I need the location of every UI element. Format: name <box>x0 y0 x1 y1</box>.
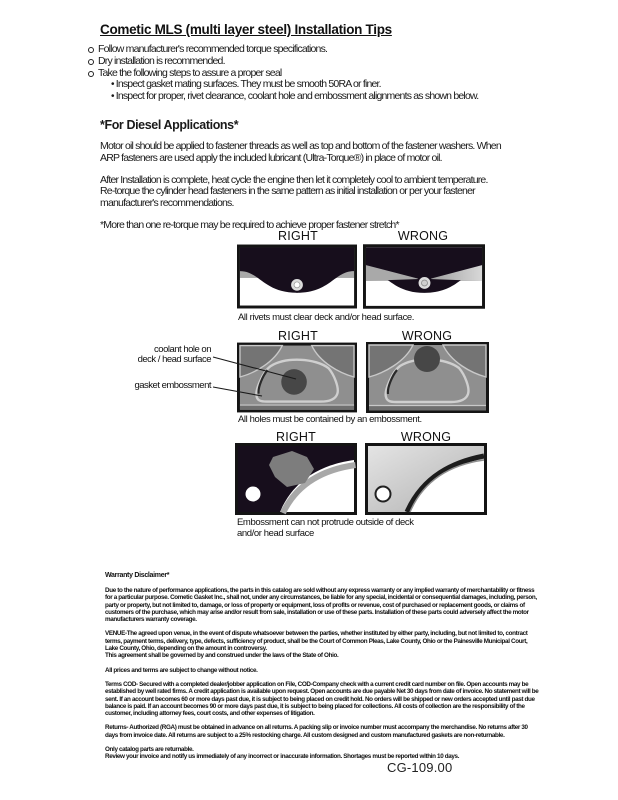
diagram-caption: All rivets must clear deck and/or head surface. <box>238 312 415 323</box>
disclaimer-heading: Warranty Disclaimer* <box>105 572 170 579</box>
list-item-text: Follow manufacturer's recommended torque specifications. <box>98 43 328 55</box>
coolant-hole-label: coolant hole on deck / head surface <box>137 344 211 365</box>
list-item-text: Inspect for proper, rivet clearance, coolant hole and embossment alignments as shown below. <box>115 90 479 103</box>
disclaimer-paragraph: All prices and terms are subject to change without notice. <box>105 666 258 674</box>
disclaimer-paragraph: Returns- Authorized (RGA) must be obtained in advance on all returns. A packing slip or invoice number must accompany the merchandise. No returns after 30 days from invoice date. All returns are subject to a 25% restocking charge. All custom designed and custom manufactured gaskets are non-returnable. <box>105 724 528 739</box>
list-item-text: Inspect gasket mating surfaces. They must be smooth 50RA or finer. <box>115 78 381 91</box>
diagram-caption: All holes must be contained by an embossment. <box>238 414 422 425</box>
wrong-label: WRONG <box>400 430 452 444</box>
diagram-caption: Embossment can not protrude outside of deck and/or head surface <box>237 517 414 539</box>
diagram-rivet-right-panel <box>237 244 357 309</box>
gasket-embossment-label: gasket embossment <box>134 380 211 391</box>
filled-bullet-icon: • <box>111 79 114 91</box>
embossment-wrong-illustration <box>366 342 489 413</box>
page-code: CG-109.00 <box>387 760 453 775</box>
coolant-hole-icon <box>414 346 440 372</box>
list-item <box>88 56 578 68</box>
right-label: RIGHT <box>276 430 316 444</box>
filled-bullet-icon: • <box>111 91 114 103</box>
disclaimer-paragraph: Due to the nature of performance applications, the parts in this catalog are sold without any express warranty or any implied warranty of merchantability or fitness for a particular purpose. Cometic Gasket Inc., shall not, under any circumstances, be liable for any special, incidental or consequential damages, including, person, party or property, but not limited to, damage, or loss of property or equipment, loss of profits or revenue, cost of purchased or replacement goods, or claims of customers of the purchase, which may arise and/or result from sale, installation or use of these parts. Installation of these parts could adversely affect the motor manufacturers warranty coverage. <box>105 587 537 624</box>
list-item <box>111 91 578 103</box>
protrude-right-illustration <box>235 443 357 515</box>
open-circle-bullet-icon <box>88 71 94 77</box>
disclaimer-paragraph: Terms COD- Secured with a completed dealer/jobber application on File, COD-Company check with a current credit card number on file. Open accounts may be established by well rated firms. A credit application is available upon request. Open accounts are due payable Net 30 days from date of invoice. No statement will be sent. If an account becomes 60 or more days past due, it is subject to being placed on credit hold. No orders will be shipped or new orders accepted until past due balance is paid. If an account becomes 90 or more days past due, it is subject to being placed for collections. All costs of collection are the responsibility of the customer, including attorney fees, court costs, and other expenses of litigation. <box>105 680 539 718</box>
open-circle-bullet-icon <box>88 47 94 53</box>
diagram-embossment-right-panel <box>237 342 357 413</box>
disclaimer-paragraph: Only catalog parts are returnable. Review your invoice and notify us immediately of any incorrect or inaccurate information. Shortages must be reported within 10 days. <box>105 746 460 761</box>
right-label: RIGHT <box>278 229 318 243</box>
wrong-label: WRONG <box>397 229 449 243</box>
open-circle-bullet-icon <box>88 59 94 65</box>
bolt-hole-icon <box>246 487 261 502</box>
paragraph: Motor oil should be applied to fastener threads as well as top and bottom of the fastener washers. When ARP fasteners are used apply the included lubricant (Ultra-Torque®) in place of motor oil. <box>100 140 501 164</box>
paragraph: *More than one re-torque may be required to achieve proper fastener stretch* <box>100 218 399 231</box>
rivet-wrong-illustration <box>363 244 485 309</box>
list-item-text: Dry installation is recommended. <box>98 54 225 67</box>
diagram-rivet-wrong-panel <box>363 244 485 309</box>
diagram-protrude-right-panel <box>235 443 357 515</box>
diagram-protrude-wrong-panel <box>365 443 487 515</box>
coolant-hole-icon <box>281 369 307 395</box>
paragraph: After Installation is complete, heat cycle the engine then let it completely cool to ambient temperature. Re-torque the cylinder head fasteners in the same pattern as initial installation or per your fastener manufacturer's recommendations. <box>100 173 488 210</box>
embossment-right-illustration <box>237 342 357 413</box>
bolt-hole-icon <box>376 487 391 502</box>
section-heading: *For Diesel Applications* <box>100 118 239 132</box>
diesel-applications-section <box>100 118 512 242</box>
right-label: RIGHT <box>278 329 318 343</box>
page-title: Cometic MLS (multi layer steel) Installation Tips <box>100 22 392 37</box>
installation-tips-list <box>88 44 578 103</box>
disclaimer-paragraph: VENUE-The agreed upon venue, in the event of dispute whatsoever between the parties, whether instituted by either party, including, but not limited to, contract terms, payment terms, delivery, type, defects, sufficiency of product, shall be the Court of Common Pleas, Lake County, Ohio or the Painesville Municipal Court, Lake County, Ohio, depending on the amount in controversy. This agreement shall be governed by and construed under the laws of the State of Ohio. <box>105 630 528 660</box>
list-item-text: Take the following steps to assure a proper seal <box>98 66 282 79</box>
diagram-embossment-wrong-panel <box>366 342 489 413</box>
protrude-wrong-illustration <box>365 443 487 515</box>
rivet-right-illustration <box>237 244 357 309</box>
wrong-label: WRONG <box>401 329 453 343</box>
warranty-disclaimer-section <box>105 572 541 768</box>
